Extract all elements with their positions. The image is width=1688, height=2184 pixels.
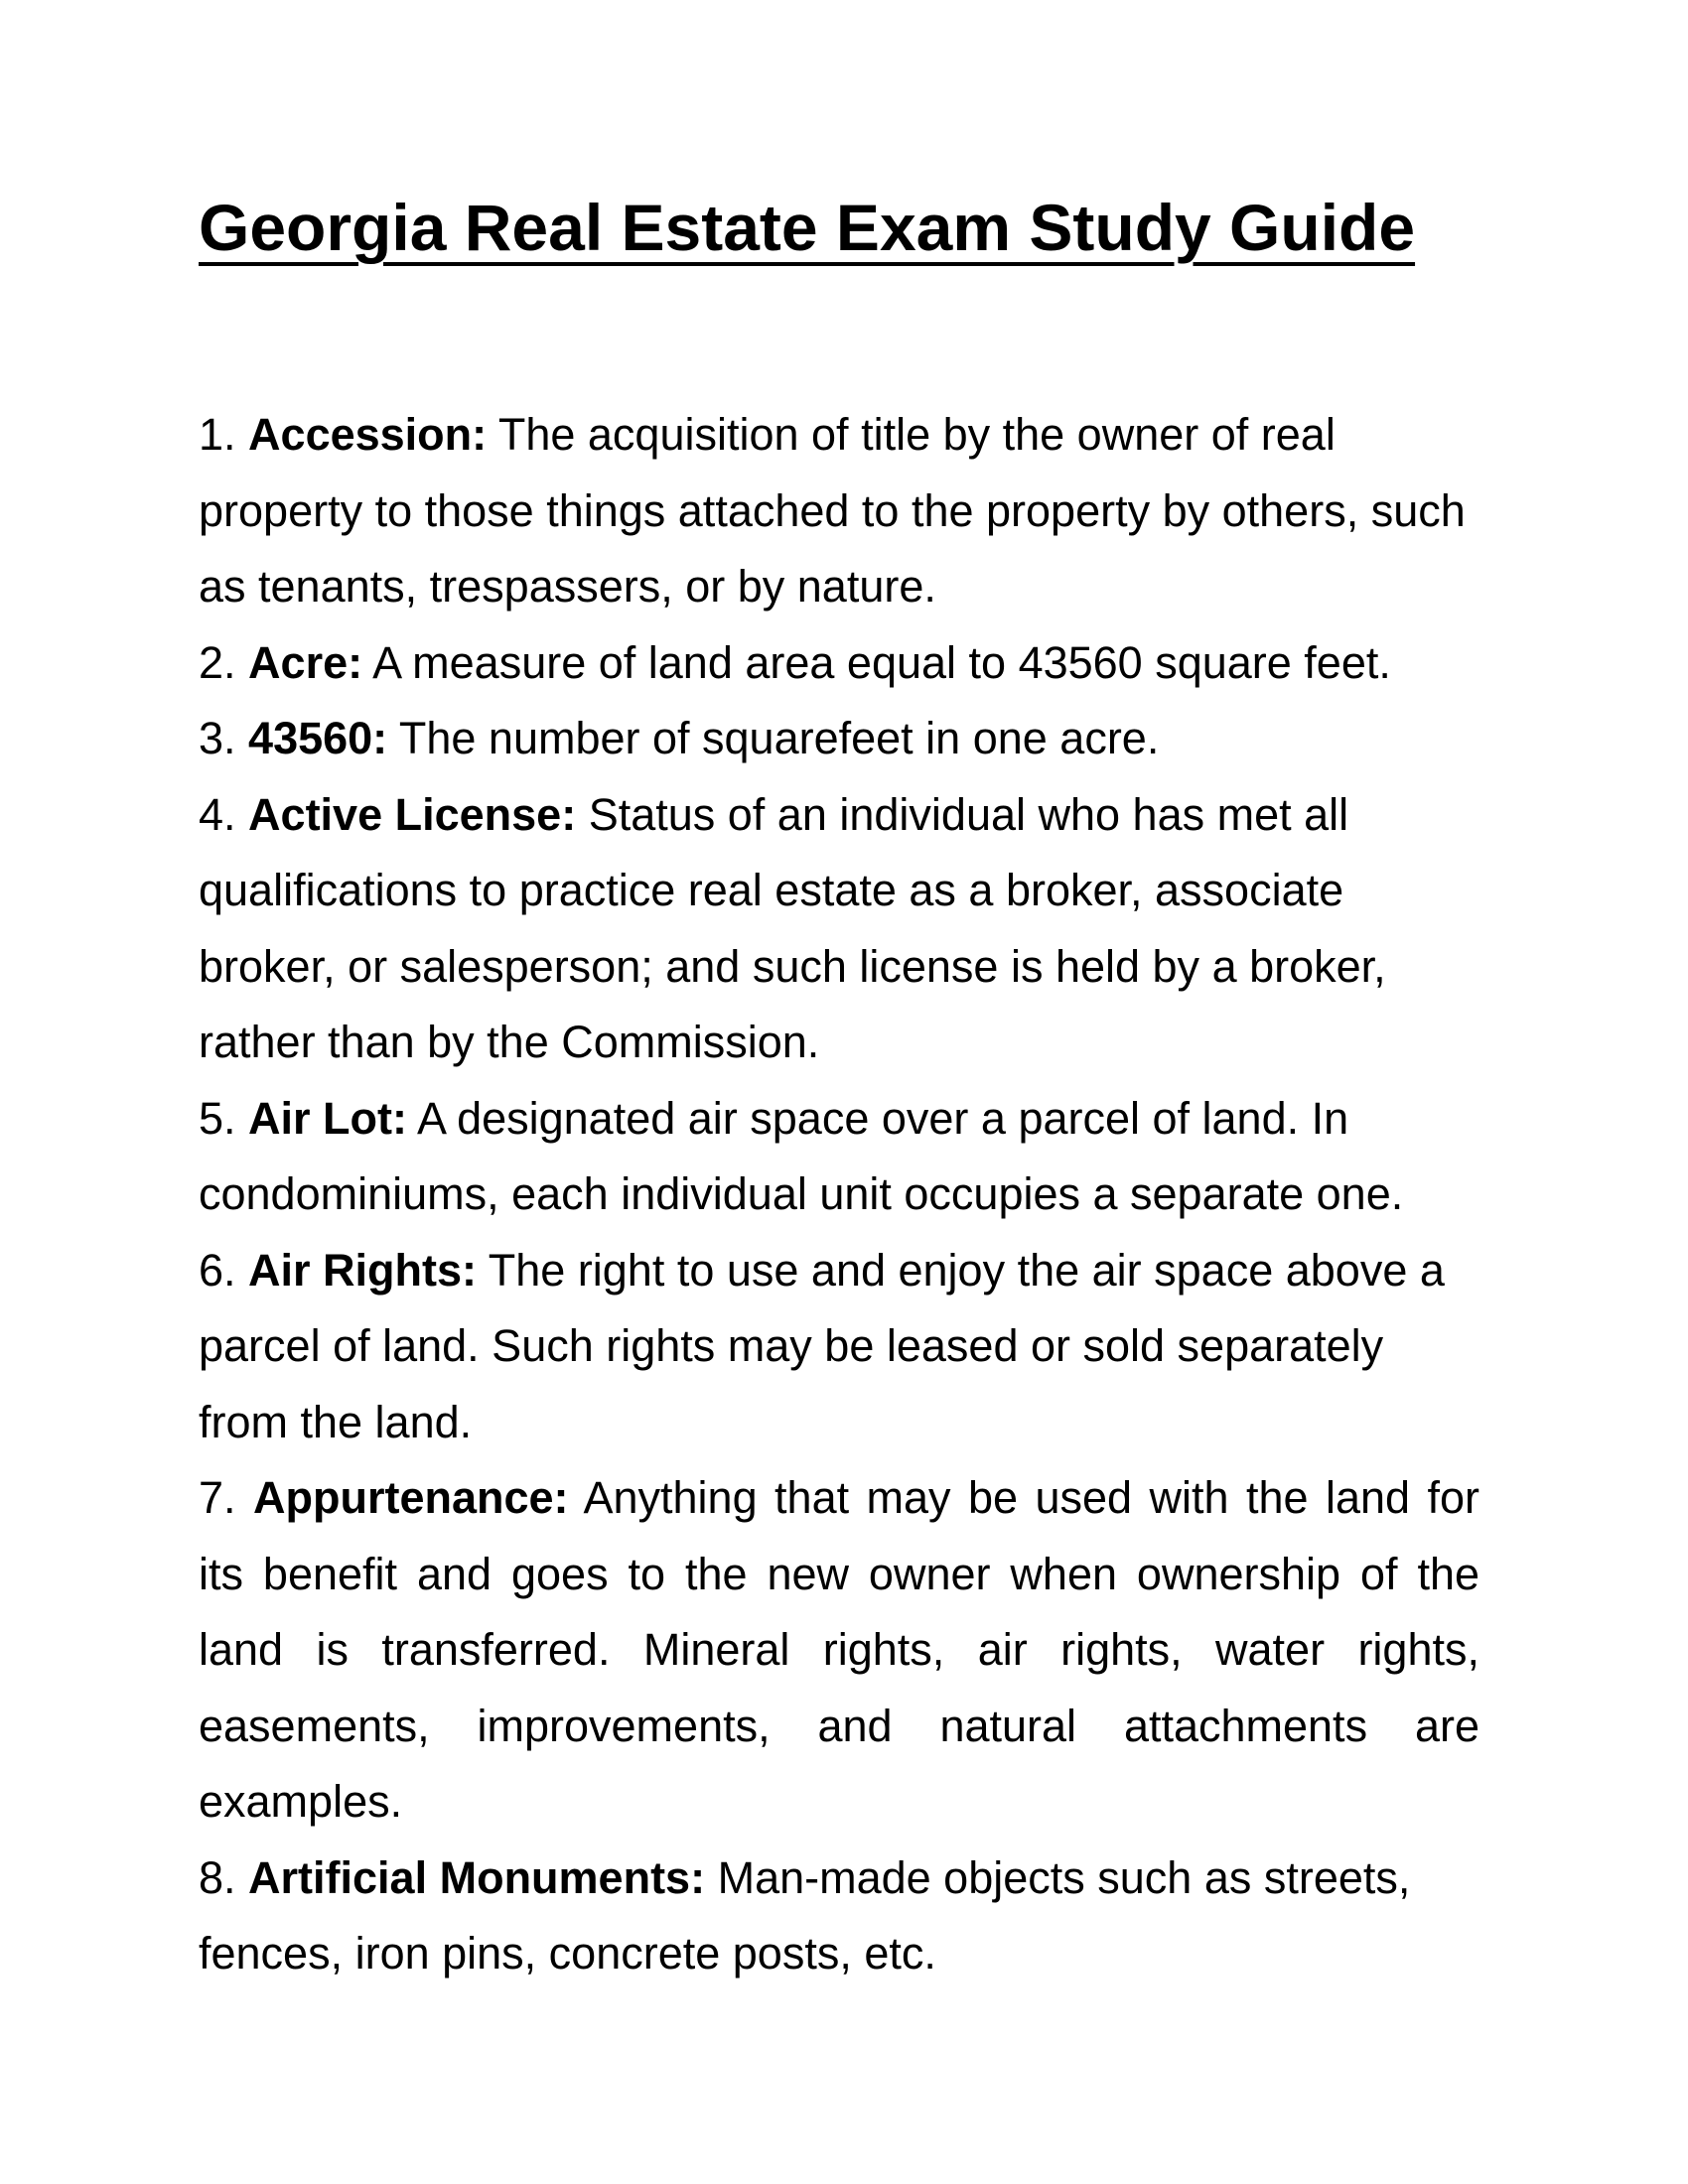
glossary-list	[199, 397, 1479, 1992]
glossary-item	[199, 397, 1479, 625]
glossary-item	[199, 1460, 1479, 1841]
term-definition: The number of squarefeet in one acre.	[398, 713, 1160, 763]
term-definition: A measure of land area equal to 43560 square feet.	[372, 636, 1391, 688]
term-definition: A designated air space over a parcel of land. In condominiums, each individual unit occupies a separate one.	[199, 1092, 1404, 1219]
glossary-item	[199, 1841, 1479, 1992]
page-title: Georgia Real Estate Exam Study Guide	[199, 191, 1416, 264]
term-name: Appurtenance:	[252, 1472, 569, 1523]
term-name: Acre:	[248, 636, 363, 688]
term-number: 5.	[199, 1092, 236, 1144]
term-name: 43560:	[248, 713, 388, 763]
term-definition: The acquisition of title by the owner of real property to those things attached to the property by others, such as tenants, trespassers, or by nature.	[199, 409, 1466, 612]
glossary-item	[199, 1233, 1479, 1461]
term-number: 2.	[199, 636, 236, 688]
term-number: 6.	[199, 1244, 236, 1296]
glossary-item	[199, 625, 1479, 702]
term-definition: The right to use and enjoy the air space above a parcel of land. Such rights may be leased or sold separately from the land.	[199, 1244, 1445, 1447]
term-definition: Status of an individual who has met all qualifications to practice real estate as a broker, associate broker, or salesperson; and such license is held by a broker, rather than by the Commission.	[199, 788, 1386, 1067]
term-name: Active License:	[248, 788, 577, 840]
term-definition: Anything that may be used with the land for its benefit and goes to the new owner when ownership of the land is transferred. Mineral rights, air rights, water rights, easements, improvements, and natural attachments are examples.	[199, 1472, 1479, 1827]
term-definition: Man-made objects such as streets, fences, iron pins, concrete posts, etc.	[199, 1851, 1411, 1979]
glossary-item	[199, 701, 1479, 777]
term-number: 4.	[199, 788, 236, 840]
term-name: Artificial Monuments:	[248, 1851, 706, 1903]
glossary-item	[199, 777, 1479, 1081]
term-number: 1.	[199, 409, 236, 460]
term-name: Air Rights:	[248, 1244, 478, 1296]
glossary-item	[199, 1081, 1479, 1233]
term-name: Air Lot:	[248, 1092, 408, 1144]
term-number: 7.	[199, 1472, 236, 1523]
term-number: 8.	[199, 1851, 236, 1903]
term-number: 3.	[199, 713, 236, 763]
term-name: Accession:	[248, 409, 488, 460]
